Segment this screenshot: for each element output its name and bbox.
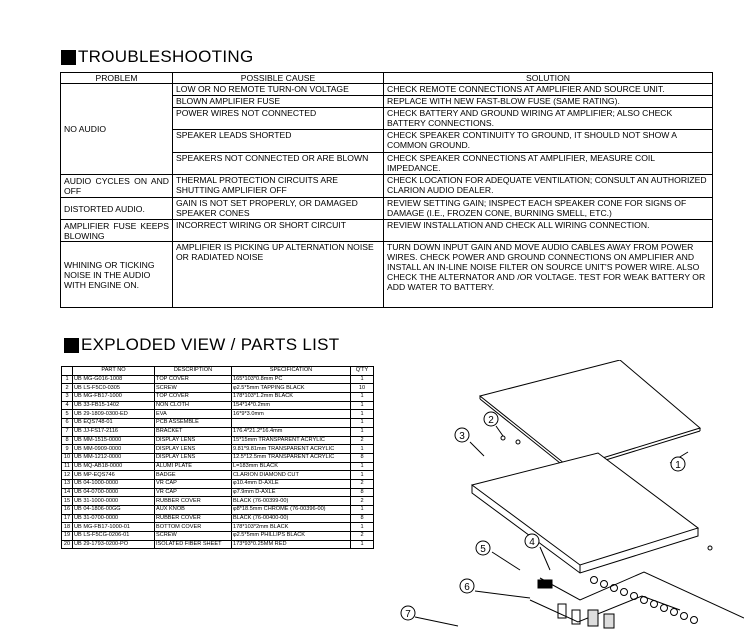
part-qty-cell: 1	[351, 401, 374, 410]
part-number-cell: UB LS-F5C0-0305	[73, 384, 155, 393]
callout-number: 2	[488, 415, 494, 426]
part-index-cell: 8	[62, 436, 73, 445]
part-index-cell: 17	[62, 514, 73, 523]
connector-block	[558, 604, 614, 628]
cause-cell: BLOWN AMPLIFIER FUSE	[173, 96, 384, 108]
part-qty-cell: 2	[351, 497, 374, 506]
part-description-cell: DISPLAY LENS	[155, 445, 232, 454]
part-number-cell: UB MQ-AB18-0000	[73, 462, 155, 471]
part-specification-cell: CLARION DIAMOND CUT	[232, 471, 351, 480]
part-specification-cell: φ10.4mm D-AXLE	[232, 479, 351, 488]
part-index-cell: 16	[62, 506, 73, 515]
exploded-view-diagram	[380, 360, 744, 630]
part-qty-cell: 1	[351, 375, 374, 384]
parts-header-description: DESCRIPTION	[155, 367, 232, 376]
part-number-cell: UB 29-1793-0200-PO	[73, 540, 155, 549]
part-description-cell: RUBBER COVER	[155, 514, 232, 523]
parts-list-table	[61, 366, 374, 549]
table-row	[61, 175, 713, 198]
part-specification-cell: φ2.5*5mm PHILLIPS BLACK	[232, 532, 351, 541]
part-index-cell: 13	[62, 479, 73, 488]
part-qty-cell: 1	[351, 419, 374, 428]
parts-header-specification: SPECIFICATION	[232, 367, 351, 376]
heading-square-icon	[64, 338, 79, 353]
part-number-cell: UB JJ-FS17-2116	[73, 427, 155, 436]
parts-header-index	[62, 367, 73, 376]
part-description-cell: ALUMI PLATE	[155, 462, 232, 471]
part-specification-cell: 12.5*12.5mm TRANSPARENT ACRYLIC	[232, 453, 351, 462]
part-specification-cell: L=183mm BLACK	[232, 462, 351, 471]
parts-header-row	[62, 367, 374, 376]
part-specification-cell: BLACK (76-00400-00)	[232, 514, 351, 523]
table-row	[61, 242, 713, 308]
part-qty-cell: 1	[351, 506, 374, 515]
part-description-cell: TOP COVER	[155, 393, 232, 402]
part-qty-cell: 1	[351, 410, 374, 419]
table-row	[62, 419, 374, 428]
part-index-cell: 10	[62, 453, 73, 462]
part-description-cell: ISOLATED FIBER SHEET	[155, 540, 232, 549]
part-description-cell: VR CAP	[155, 488, 232, 497]
table-row	[62, 445, 374, 454]
part-specification-cell: 154*14*0.2mm	[232, 401, 351, 410]
part-description-cell: VR CAP	[155, 479, 232, 488]
part-description-cell: NON CLOTH	[155, 401, 232, 410]
header-problem: PROBLEM	[61, 73, 173, 84]
solution-cell: CHECK SPEAKER CONNECTIONS AT AMPLIFIER, MEASURE COIL IMPEDANCE.	[384, 153, 713, 175]
part-number-cell: UB MP-EQS746	[73, 471, 155, 480]
part-description-cell: SCREW	[155, 532, 232, 541]
part-description-cell: TOP COVER	[155, 375, 232, 384]
part-description-cell: DISPLAY LENS	[155, 453, 232, 462]
header-solution: SOLUTION	[384, 73, 713, 84]
problem-cell: WHINING OR TICKING NOISE IN THE AUDIO WITH ENGINE ON.	[61, 242, 173, 308]
part-number-cell: UB MM-0909-0000	[73, 445, 155, 454]
part-specification-cell: 15*15mm TRANSPARENT ACRYLIC	[232, 436, 351, 445]
part-number-cell: UB 04-1000-0000	[73, 479, 155, 488]
solution-cell: REPLACE WITH NEW FAST-BLOW FUSE (SAME RATING).	[384, 96, 713, 108]
table-row	[62, 532, 374, 541]
part-index-cell: 19	[62, 532, 73, 541]
solution-cell: CHECK SPEAKER CONTINUITY TO GROUND, IT SHOULD NOT SHOW A COMMON GROUND.	[384, 130, 713, 153]
part-number-cell: UB LS-F5CG-0206-01	[73, 532, 155, 541]
part-index-cell: 15	[62, 497, 73, 506]
part-index-cell: 11	[62, 462, 73, 471]
part-number-cell: UB MM-1212-0000	[73, 453, 155, 462]
chassis-frame	[472, 453, 698, 573]
part-number-cell: UB 31-1000-0000	[73, 497, 155, 506]
table-row	[62, 523, 374, 532]
solution-cell: CHECK BATTERY AND GROUND WIRING AT AMPLIFIER; ALSO CHECK BATTERY CONNECTIONS.	[384, 108, 713, 130]
top-cover-panel	[480, 360, 700, 471]
troubleshooting-title: TROUBLESHOOTING	[78, 47, 254, 66]
part-specification-cell: 173*93*0.25MM RED	[232, 540, 351, 549]
part-number-cell: UB 04-1806-00GG	[73, 506, 155, 515]
part-index-cell: 9	[62, 445, 73, 454]
part-number-cell: UB 29-1809-0300-ED	[73, 410, 155, 419]
table-row	[62, 393, 374, 402]
table-row	[62, 453, 374, 462]
part-qty-cell: 1	[351, 523, 374, 532]
part-index-cell: 5	[62, 410, 73, 419]
problem-cell: AUDIO CYCLES ON AND OFF	[61, 175, 173, 198]
part-index-cell: 2	[62, 384, 73, 393]
part-qty-cell: 1	[351, 471, 374, 480]
part-specification-cell: BLACK (76-00399-00)	[232, 497, 351, 506]
part-number-cell: UB 04-0700-0000	[73, 488, 155, 497]
parts-title: EXPLODED VIEW / PARTS LIST	[81, 335, 340, 354]
part-index-cell: 18	[62, 523, 73, 532]
table-row	[62, 471, 374, 480]
part-qty-cell: 1	[351, 462, 374, 471]
problem-cell: DISTORTED AUDIO.	[61, 198, 173, 220]
part-qty-cell: 2	[351, 532, 374, 541]
table-row	[62, 514, 374, 523]
problem-cell: NO AUDIO	[61, 84, 173, 175]
heading-square-icon	[61, 50, 76, 65]
cause-cell: AMPLIFIER IS PICKING UP ALTERNATION NOISE OR RADIATED NOISE	[173, 242, 384, 308]
callout-number: 7	[405, 609, 411, 620]
table-row	[61, 220, 713, 242]
header-cause: POSSIBLE CAUSE	[173, 73, 384, 84]
troubleshooting-table	[60, 72, 713, 308]
screw-part	[708, 546, 712, 550]
solution-cell: REVIEW SETTING GAIN; INSPECT EACH SPEAKER CONE FOR SIGNS OF DAMAGE (I.E., FROZEN CONE, BURNING SMELL, ETC.)	[384, 198, 713, 220]
part-specification-cell: 9.81*9.81mm TRANSPARENT ACRYLIC	[232, 445, 351, 454]
part-qty-cell: 1	[351, 393, 374, 402]
table-row	[62, 488, 374, 497]
part-index-cell: 20	[62, 540, 73, 549]
part-index-cell: 4	[62, 401, 73, 410]
parts-header-qty: Q'TY	[351, 367, 374, 376]
part-number-cell: UB MM-1515-0000	[73, 436, 155, 445]
cause-cell: SPEAKER LEADS SHORTED	[173, 130, 384, 153]
cause-cell: LOW OR NO REMOTE TURN-ON VOLTAGE	[173, 84, 384, 96]
part-qty-cell: 8	[351, 453, 374, 462]
cause-cell: SPEAKERS NOT CONNECTED OR ARE BLOWN	[173, 153, 384, 175]
problem-cell: AMPLIFIER FUSE KEEPS BLOWING	[61, 220, 173, 242]
part-qty-cell: 1	[351, 427, 374, 436]
table-row	[62, 401, 374, 410]
parts-heading	[64, 335, 339, 355]
part-qty-cell: 1	[351, 540, 374, 549]
part-number-cell: UB MG-FB17-1000-01	[73, 523, 155, 532]
callout-number: 5	[480, 544, 486, 555]
cause-cell: INCORRECT WIRING OR SHORT CIRCUIT	[173, 220, 384, 242]
table-row	[62, 506, 374, 515]
solution-cell: CHECK LOCATION FOR ADEQUATE VENTILATION; CONSULT AN AUTHORIZED CLARION AUDIO DEALER.	[384, 175, 713, 198]
cause-cell: GAIN IS NOT SET PROPERLY, OR DAMAGED SPEAKER CONES	[173, 198, 384, 220]
part-specification-cell: φ7.9mm D-AXLE	[232, 488, 351, 497]
troubleshooting-heading	[61, 47, 253, 67]
callout-number: 3	[459, 431, 465, 442]
part-index-cell: 6	[62, 419, 73, 428]
part-description-cell: RUBBER COVER	[155, 497, 232, 506]
table-row	[62, 497, 374, 506]
table-row	[62, 384, 374, 393]
part-description-cell: SCREW	[155, 384, 232, 393]
table-row	[62, 479, 374, 488]
part-description-cell: BRACKET	[155, 427, 232, 436]
part-description-cell: DISPLAY LENS	[155, 436, 232, 445]
part-qty-cell: 10	[351, 384, 374, 393]
part-specification-cell: φ8*18.5mm CHROME (76-00396-00)	[232, 506, 351, 515]
part-specification-cell: 16*9*3.0mm	[232, 410, 351, 419]
table-row	[62, 427, 374, 436]
table-row	[62, 410, 374, 419]
part-number-cell: UB MG-FB17-1000	[73, 393, 155, 402]
cause-cell: POWER WIRES NOT CONNECTED	[173, 108, 384, 130]
part-specification-cell	[232, 419, 351, 428]
table-row	[62, 462, 374, 471]
part-index-cell: 12	[62, 471, 73, 480]
part-number-cell: UB EQS748-01	[73, 419, 155, 428]
part-description-cell: PCB ASSEMBLE	[155, 419, 232, 428]
part-qty-cell: 2	[351, 436, 374, 445]
part-number-cell: UB MG-G016-1008	[73, 375, 155, 384]
parts-header-part-no: PART NO	[73, 367, 155, 376]
part-index-cell: 14	[62, 488, 73, 497]
part-description-cell: EVA	[155, 410, 232, 419]
part-specification-cell: 178*103*2mm BLACK	[232, 523, 351, 532]
cause-cell: THERMAL PROTECTION CIRCUITS ARE SHUTTING AMPLIFIER OFF	[173, 175, 384, 198]
table-row	[61, 84, 713, 96]
table-row	[62, 436, 374, 445]
part-specification-cell: 178*103*1.2mm BLACK	[232, 393, 351, 402]
part-description-cell: BOTTOM COVER	[155, 523, 232, 532]
part-number-cell: UB 33-FB15-1402	[73, 401, 155, 410]
callout-number: 1	[675, 460, 681, 471]
part-qty-cell: 8	[351, 514, 374, 523]
part-index-cell: 7	[62, 427, 73, 436]
table-header-row	[61, 73, 713, 84]
part-index-cell: 1	[62, 375, 73, 384]
solution-cell: CHECK REMOTE CONNECTIONS AT AMPLIFIER AND SOURCE UNIT.	[384, 84, 713, 96]
part-qty-cell: 2	[351, 479, 374, 488]
part-specification-cell: 176.4*21.2*16.4mm	[232, 427, 351, 436]
part-number-cell: UB 31-0700-0000	[73, 514, 155, 523]
callout-number: 4	[529, 537, 535, 548]
table-row	[62, 375, 374, 384]
part-qty-cell: 8	[351, 488, 374, 497]
part-index-cell: 3	[62, 393, 73, 402]
solution-cell: REVIEW INSTALLATION AND CHECK ALL WIRING CONNECTION.	[384, 220, 713, 242]
part-description-cell: AUX KNOB	[155, 506, 232, 515]
solution-cell: TURN DOWN INPUT GAIN AND MOVE AUDIO CABLES AWAY FROM POWER WIRES. CHECK POWER AND GROUND CONNECTIONS ON AMPLIFIER AND INSTALL AN IN-LINE NOISE FILTER ON SOURCE UNIT'S POWER WIRE. ALSO CHECK THE ALTERNATOR AND /OR VOLTAGE. TEST FOR WEAK BATTERY OR ADD WATER TO BATTERY.	[384, 242, 713, 308]
part-qty-cell: 1	[351, 445, 374, 454]
part-description-cell: BADGE	[155, 471, 232, 480]
table-row	[62, 540, 374, 549]
part-specification-cell: φ2.5*5mm TAPPING BLACK	[232, 384, 351, 393]
table-row	[61, 198, 713, 220]
callout-number: 6	[464, 582, 470, 593]
part-specification-cell: 165*103*0.8mm PC	[232, 375, 351, 384]
